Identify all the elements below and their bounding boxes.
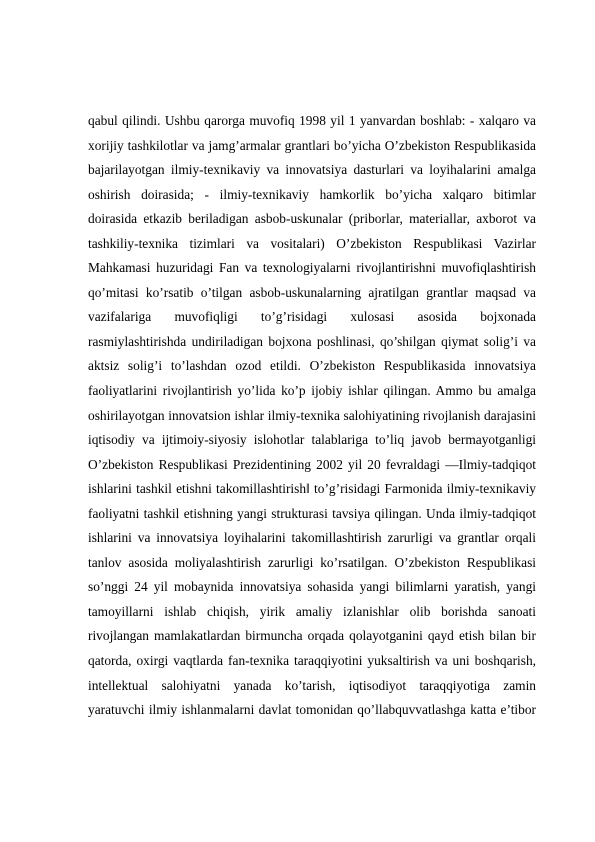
- text-line: vazifalariga muvofiqligi to’g’risidagi xulosasi asosida bojxonada: [88, 309, 536, 325]
- text-line: rasmiylashtirishda undiriladigan bojxona poshlinasi, qo’shilgan qiymat solig’i va: [88, 333, 536, 349]
- text-line: faoliyatlarini rivojlantirish yo’lida ko’p ijobiy ishlar qilingan. Ammo bu amalga: [88, 383, 536, 399]
- text-line: qabul qilindi. Ushbu qarorga muvofiq 1998 yil 1 yanvardan boshlab: - xalqaro va: [88, 113, 536, 128]
- text-line: Mahkamasi huzuridagi Fan va texnologiyalarni rivojlantirishni muvofiqlashtirish: [88, 260, 536, 276]
- text-line: xorijiy tashkilotlar va jamg’armalar grantlari bo’yicha O’zbekiston Respublikasida: [88, 137, 536, 153]
- text-line: faoliyatni tashkil etishning yangi strukturasi tavsiya qilingan. Unda ilmiy-tadqiqot: [88, 505, 536, 521]
- text-line: qatorda, oxirgi vaqtlarda fan-texnika taraqqiyotini yuksaltirish va uni boshqarish,: [88, 653, 536, 669]
- text-line: iqtisodiy va ijtimoiy-siyosiy islohotlar talablariga to’liq javob bermayotganligi: [88, 432, 536, 448]
- text-line: qo’mitasi ko’rsatib o’tilgan asbob-uskunalarning ajratilgan grantlar maqsad va: [88, 284, 536, 300]
- text-line: doirasida etkazib beriladigan asbob-uskunalar (priborlar, materiallar, axborot va: [88, 211, 536, 227]
- text-line: intellektual salohiyatni yanada ko’tarish, iqtisodiyot taraqqiyotiga zamin: [88, 677, 536, 693]
- text-line: rivojlangan mamlakatlardan birmuncha orqada qolayotganini qayd etish bilan bir: [88, 628, 536, 644]
- text-line: aktsiz solig’i to’lashdan ozod etildi. O’zbekiston Respublikasida innovatsiya: [88, 358, 536, 374]
- text-line: oshirilayotgan innovatsion ishlar ilmiy-texnika salohiyatining rivojlanish darajasini: [88, 407, 536, 423]
- text-line: so’nggi 24 yil mobaynida innovatsiya sohasida yangi bilimlarni yaratish, yangi: [88, 579, 536, 595]
- text-line: tashkiliy-texnika tizimlari va vositalari) O’zbekiston Respublikasi Vazirlar: [88, 235, 536, 251]
- text-line: tamoyillarni ishlab chiqish, yirik amaliy izlanishlar olib borishda sanoati: [88, 603, 536, 619]
- text-line: ishlarini tashkil etishni takomillashtirish‖ to’g’risidagi Farmonida ilmiy-texnikaviy: [88, 481, 536, 497]
- text-line: ishlarini va innovatsiya loyihalarini takomillashtirish zarurligi va grantlar orqali: [88, 530, 536, 546]
- text-line: O’zbekiston Respublikasi Prezidentining 2002 yil 20 fevraldagi ―Ilmiy-tadqiqot: [88, 456, 536, 472]
- text-line: bajarilayotgan ilmiy-texnikaviy va innovatsiya dasturlari va loyihalarini amalga: [88, 162, 536, 178]
- text-line: yaratuvchi ilmiy ishlanmalarni davlat tomonidan qo’llabquvvatlashga katta e’tibor: [88, 702, 536, 718]
- text-line: tanlov asosida moliyalashtirish zarurligi ko’rsatilgan. O’zbekiston Respublikasi: [88, 554, 536, 570]
- body-text: [88, 109, 536, 723]
- text-line: oshirish doirasida; - ilmiy-texnikaviy hamkorlik bo’yicha xalqaro bitimlar: [88, 186, 536, 202]
